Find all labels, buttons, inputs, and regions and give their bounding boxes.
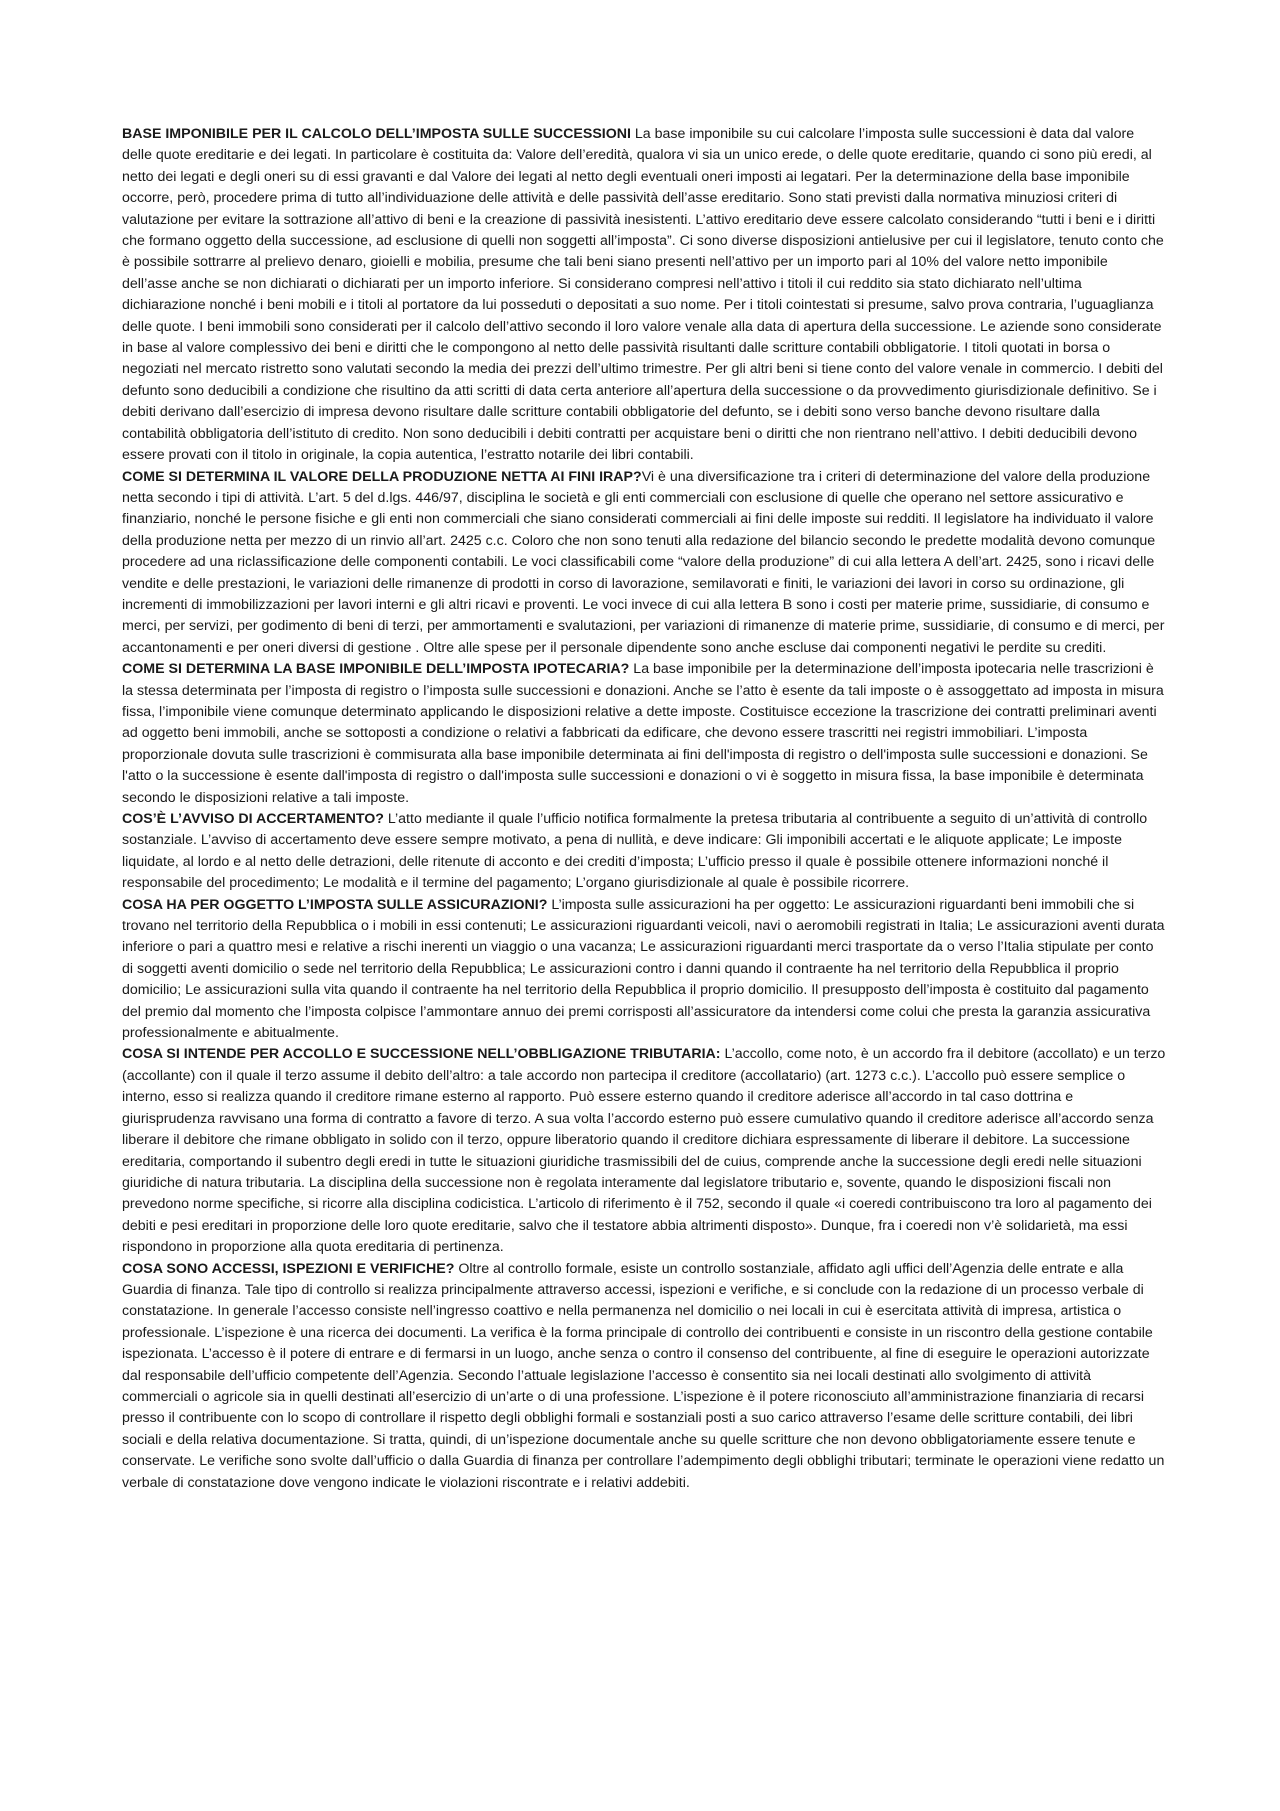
- section-body: Vi è una diversificazione tra i criteri di determinazione del valore della produzione netta secondo i tipi di attività. L’art. 5 del d.lgs. 446/97, disciplina le società e gli enti commerciali con esclusione di quelle che operano nel settore assicurativo e finanziario, nonché le persone fisiche e gli enti non commerciali che siano considerati commerciali ai fini delle imposte sui redditi. Il legislatore ha individuato il valore della produzione netta per mezzo di un rinvio all’art. 2425 c.c. Coloro che non sono tenuti alla redazione del bilancio secondo le predette modalità devono comunque procedere ad una riclassificazione delle componenti contabili. Le voci classificabili come “valore della produzione” di cui alla lettera A dell’art. 2425, sono i ricavi delle vendite e delle prestazioni, le variazioni delle rimanenze di prodotti in corso di lavorazione, semilavorati e finiti, le variazioni dei lavori in corso su ordinazione, gli incrementi di immobilizzazioni per lavori interni e gli altri ricavi e proventi. Le voci invece di cui alla lettera B sono i costi per materie prime, sussidiarie, di consumo e merci, per servizi, per godimento di beni di terzi, per ammortamenti e svalutazioni, per variazioni di rimanenze di materie prime, sussidiarie, di consumo e di merci, per accantonamenti e per oneri diversi di gestione . Oltre alle spese per il personale dipendente sono anche escluse dai componenti negativi le perdite su crediti.: [122, 468, 1165, 656]
- section-body: L’atto mediante il quale l’ufficio notifica formalmente la pretesa tributaria al contribuente a seguito di un’attività di controllo sostanziale. L’avviso di accertamento deve essere sempre motivato, a pena di nullità, e deve indicare: Gli imponibili accertati e le aliquote applicate; Le imposte liquidate, al lordo e al netto delle detrazioni, delle ritenute di acconto e dei crediti d’imposta; L’ufficio presso il quale è possibile ottenere informazioni nonché il responsabile del procedimento; Le modalità e il termine del pagamento; L’organo giurisdizionale al quale è possibile ricorrere.: [122, 811, 1148, 892]
- section-body: L’imposta sulle assicurazioni ha per oggetto: Le assicurazioni riguardanti beni immobili che si trovano nel territorio della Repubblica o i mobili in essi contenuti; Le assicurazioni riguardanti veicoli, navi o aeromobili registrati in Italia; Le assicurazioni aventi durata inferiore o pari a quattro mesi e relative a rischi inerenti un viaggio o una vacanza; Le assicurazioni riguardanti merci trasportate da o verso l’Italia stipulate per conto di soggetti aventi domicilio o sede nel territorio della Repubblica; Le assicurazioni contro i danni quando il contraente ha nel territorio della Repubblica il proprio domicilio; Le assicurazioni sulla vita quando il contraente ha nel territorio della Repubblica il proprio domicilio. Il presupposto dell’imposta è costituito dal pagamento del premio dal momento che l’imposta colpisce l’ammontare annuo dei premi corrisposti all’assicuratore da intendersi come colui che presta la garanzia assicurativa professionalmente e abitualmente.: [122, 896, 1165, 1042]
- section-heading: COME SI DETERMINA IL VALORE DELLA PRODUZIONE NETTA AI FINI IRAP?: [122, 468, 642, 485]
- section-imposta-assicurazioni: [122, 895, 1166, 1045]
- section-heading: COSA SI INTENDE PER ACCOLLO E SUCCESSIONE NELL’OBBLIGAZIONE TRIBUTARIA:: [122, 1046, 721, 1063]
- section-valore-produzione-irap: [122, 467, 1166, 660]
- section-body: L’accollo, come noto, è un accordo fra il debitore (accollato) e un terzo (accollante) con il quale il terzo assume il debito dell’altro: a tale accordo non partecipa il creditore (accollatario) (art. 1273 c.c.). L’accollo può essere semplice o interno, esso si realizza quando il creditore rimane esterno al rapporto. Può essere esterno quando il creditore aderisce all’accordo in tal caso dottrina e giurisprudenza ravvisano una forma di contratto a favore di terzo. A sua volta l’accordo esterno può essere cumulativo quando il creditore aderisce all’accordo senza liberare il debitore che rimane obbligato in solido con il terzo, oppure liberatorio quando il creditore dichiara espressamente di liberare il debitore. La successione ereditaria, comportando il subentro degli eredi in tutte le situazioni giuridiche trasmissibili del de cuius, comprende anche la successione degli eredi nelle situazioni giuridiche di natura tributaria. La disciplina della successione non è regolata interamente dal legislatore tributario e, sovente, quando le disposizioni fiscali non prevedono norme specifiche, si ricorre alla disciplina codicistica. L’articolo di riferimento è il 752, secondo il quale «i coeredi contribuiscono tra loro al pagamento dei debiti e pesi ereditari in proporzione delle loro quote ereditarie, salvo che il testatore abbia altrimenti disposto». Dunque, fra i coeredi non v’è solidarietà, ma essi rispondono in proporzione alla quota ereditaria di pertinenza.: [122, 1046, 1166, 1256]
- section-body: Oltre al controllo formale, esiste un controllo sostanziale, affidato agli uffici dell’Agenzia delle entrate e alla Guardia di finanza. Tale tipo di controllo si realizza principalmente attraverso accessi, ispezioni e verifiche, e si conclude con la redazione di un processo verbale di constatazione. In generale l’accesso consiste nell’ingresso coattivo e nella permanenza nel domicilio o nei locali in cui è esercitata attività di impresa, artistica o professionale. L’ispezione è una ricerca dei documenti. La verifica è la forma principale di controllo dei contribuenti e consiste in un riscontro della gestione contabile ispezionata. L’accesso è il potere di entrare e di fermarsi in un luogo, anche senza o contro il consenso del contribuente, al fine di eseguire le operazioni autorizzate dal responsabile dell’ufficio competente dell’Agenzia. Secondo l’attuale legislazione l’accesso è consentito sia nei locali destinati allo svolgimento di attività commerciali o agricole sia in quelli destinati all’esercizio di un’arte o di una professione. L’ispezione è il potere riconosciuto all’amministrazione finanziaria di recarsi presso il contribuente con lo scopo di controllare il rispetto degli obblighi formali e sostanziali posti a suo carico attraverso l’esame delle scritture contabili, dei libri sociali e della relativa documentazione. Si tratta, quindi, di un’ispezione documentale anche su quelle scritture che non devono obbligatoriamente essere tenute e conservate. Le verifiche sono svolte dall’ufficio o dalla Guardia di finanza per controllare l’adempimento degli obblighi tributari; terminate le operazioni viene redatto un verbale di constatazione dove vengono indicate le violazioni riscontrate e i relativi addebiti.: [122, 1260, 1165, 1491]
- section-imposta-ipotecaria: [122, 659, 1166, 809]
- section-accessi-ispezioni-verifiche: [122, 1259, 1166, 1494]
- section-heading: COS’È L’AVVISO DI ACCERTAMENTO?: [122, 811, 384, 827]
- section-heading: COSA SONO ACCESSI, ISPEZIONI E VERIFICHE?: [122, 1260, 455, 1277]
- section-base-imponibile-successioni: [122, 124, 1166, 467]
- document-page: [122, 124, 1166, 1494]
- section-accollo-successione: [122, 1044, 1166, 1258]
- section-heading: BASE IMPONIBILE PER IL CALCOLO DELL’IMPOSTA SULLE SUCCESSIONI: [122, 126, 631, 142]
- section-body: La base imponibile su cui calcolare l’imposta sulle successioni è data dal valore delle quote ereditarie e dei legati. In particolare è costituita da: Valore dell’eredità, qualora vi sia un unico erede, o delle quote ereditarie, quando ci sono più eredi, al netto dei legati e degli oneri su di essi gravanti e dal Valore dei legati al netto degli eventuali oneri imposti ai legatari. Per la determinazione della base imponibile occorre, però, procedere prima di tutto all’individuazione delle attività e delle passività dell’asse ereditario. Sono stati previsti dalla normativa minuziosi criteri di valutazione per evitare la sottrazione all’attivo di beni e la creazione di passività inesistenti. L’attivo ereditario deve essere calcolato considerando “tutti i beni e i diritti che formano oggetto della successione, ad esclusione di quelli non soggetti all’imposta”. Ci sono diverse disposizioni antielusive per cui il legislatore, tenuto conto che è possibile sottrarre al prelievo denaro, gioielli e mobilia, presume che tali beni siano presenti nell’attivo per un importo pari al 10% del valore netto imponibile dell’asse anche se non dichiarati o dichiarati per un importo inferiore. Si considerano compresi nell’attivo i titoli il cui reddito sia stato dichiarato nell’ultima dichiarazione nonché i beni mobili e i titoli al portatore da lui posseduti o depositati a suo nome. Per i titoli cointestati si presume, salvo prova contraria, l’uguaglianza delle quote. I beni immobili sono considerati per il calcolo dell’attivo secondo il loro valore venale alla data di apertura della successione. Le aziende sono considerate in base al valore complessivo dei beni e diritti che le compongono al netto delle passività risultanti dalle scritture contabili obbligatorie. I titoli quotati in borsa o negoziati nel mercato ristretto sono valutati secondo la media dei prezzi dell’ultimo trimestre. Per gli altri beni si tiene conto del valore venale in commercio. I debiti del defunto sono deducibili a condizione che risultino da atti scritti di data certa anteriore all’apertura della successione o da provvedimento giurisdizionale definitivo. Se i debiti derivano dall’esercizio di impresa devono risultare dalle scritture contabili obbligatorie del defunto, se i debiti sono verso banche devono risultare dalla contabilità obbligatoria dell’istituto di credito. Non sono deducibili i debiti contratti per acquistare beni o diritti che non rientrano nell’attivo. I debiti deducibili devono essere provati con il titolo in originale, la copia autentica, l’estratto notarile dei libri contabili.: [122, 126, 1164, 464]
- section-heading: COME SI DETERMINA LA BASE IMPONIBILE DELL’IMPOSTA IPOTECARIA?: [122, 661, 630, 678]
- section-avviso-accertamento: [122, 809, 1166, 895]
- section-body: La base imponibile per la determinazione dell’imposta ipotecaria nelle trascrizioni è la stessa determinata per l’imposta di registro o l’imposta sulle successioni e donazioni. Anche se l’atto è esente da tali imposte o è assoggettato ad imposta in misura fissa, l’imponibile viene comunque determinato applicando le disposizioni relative a dette imposte. Costituisce eccezione la trascrizione dei contratti preliminari aventi ad oggetto beni immobili, anche se sottoposti a condizione o relativi a fabbricati da edificare, che devono essere trascritti nei registri immobiliari. L’imposta proporzionale dovuta sulle trascrizioni è commisurata alla base imponibile determinata ai fini dell'imposta di registro o dell'imposta sulle successioni e donazioni. Se l'atto o la successione è esente dall'imposta di registro o dall'imposta sulle successioni e donazioni o vi è soggetto in misura fissa, la base imponibile è determinata secondo le disposizioni relative a tali imposte.: [122, 661, 1164, 806]
- section-heading: COSA HA PER OGGETTO L’IMPOSTA SULLE ASSICURAZIONI?: [122, 896, 548, 913]
